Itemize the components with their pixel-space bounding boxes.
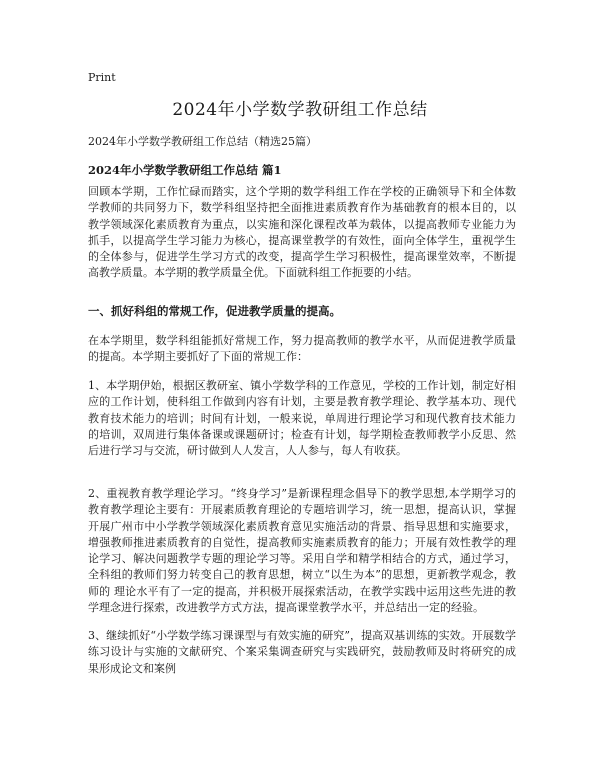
list-item-1: 1、本学期伊始，根据区教研室、镇小学数学科的工作意见，学校的工作计划，制定好相应的工作计划，使科组工作做到内容有计划，主要是教育教学理论、教学基本功、现代教育技术能力的培训；时间有计划，一般来说，单周进行理论学习和现代教育技术能力的培训，双周进行集体备课或课题研讨；检查有计划，每学期检查教师教学小反思、然后进行学习与交流，研讨做到人人发言，人人参与，每人有收获。 <box>88 379 516 458</box>
list-item-2: 2、重视教育教学理论学习。“终身学习”是新课程理念倡导下的教学思想,本学期学习的教育教学理论主要有：开展素质教育理论的专题培训学习，统一思想，提高认识，掌握开展广州市中小学教学领域深化素质教育意见实施活动的背景、指导思想和实施要求，增强教师推进素质教育的自觉性，提高教师实施素质教育的能力；开展有效性教学的理论学习、解决问题教学专题的理论学习等。采用自学和精学相结合的方式，通过学习，全科组的教师们努力转变自己的教育思想，树立“以生为本”的思想，更新教学观念，教师的 理论水平有了一定的提高，并积极开展探索活动，在教学实践中运用这些先进的教学理念进行探索，改进教学方式方法，提高课堂教学水平，并总结出一定的经验。 <box>88 487 516 615</box>
page-title: 2024年小学数学教研组工作总结 <box>172 100 428 120</box>
section-intro-paragraph: 在本学期里，数学科组能抓好常规工作，努力提高教师的教学水平，从而促进教学质量的提高。本学期主要抓好了下面的常规工作： <box>88 334 516 364</box>
print-link[interactable]: Print <box>88 71 116 84</box>
document-subtitle: 2024年小学数学教研组工作总结（精选25篇） <box>88 135 317 148</box>
article-heading: 2024年小学数学教研组工作总结 篇1 <box>88 163 282 177</box>
section-heading: 一、抓好科组的常规工作，促进教学质量的提高。 <box>88 304 341 318</box>
list-item-3: 3、继续抓好“小学数学练习课课型与有效实施的研究”，提高双基训练的实效。开展数学练习设计与实施的文献研究、个案采集调查研究与实践研究，鼓励教师及时将研究的成果形成论文和案例 <box>88 629 516 675</box>
intro-paragraph: 回顾本学期，工作忙碌而踏实，这个学期的数学科组工作在学校的正确领导下和全体数学教师的共同努力下，数学科组坚持把全面推进素质教育作为基础教育的根本目的，以教学领域深化素质教育为重点，以实施和深化课程改革为载体，以提高教师专业能力为抓手，以提高学生学习能力为核心，提高课堂教学的有效性，面向全体学生，重视学生的全体参与，促进学生学习方式的改变，提高学生学习积极性，提高课堂效率，不断提高教学质量。本学期的教学质量全优。下面就科组工作扼要的小结。 <box>88 185 516 280</box>
